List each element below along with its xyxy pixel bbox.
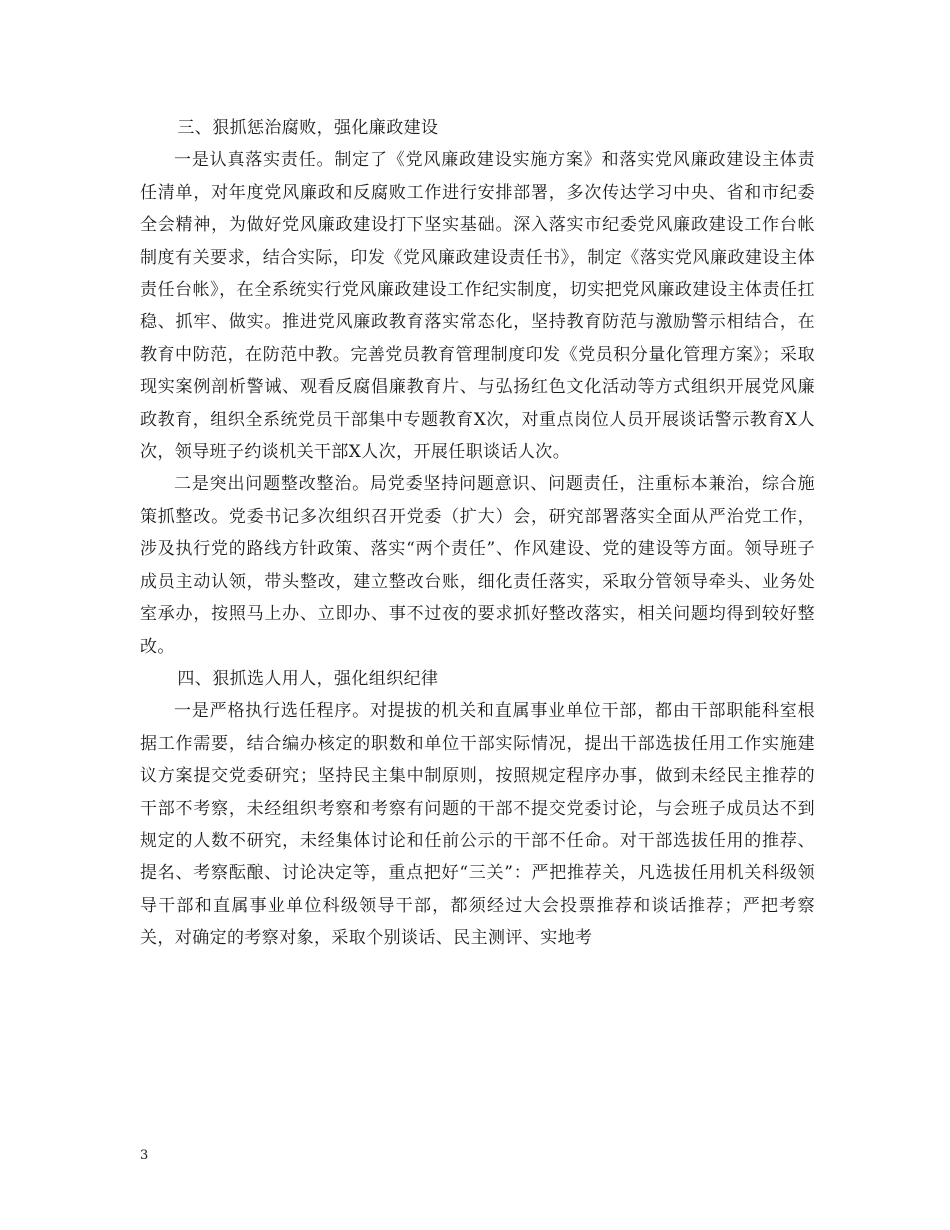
section-heading-4: 四、狠抓选人用人，强化组织纪律	[177, 668, 439, 689]
body-paragraph: 一是认真落实责任。制定了《党风廉政建设实施方案》和落实党风廉政建设主体责任清单，对年度党风廉政和反腐败工作进行安排部署，多次传达学习中央、省和市纪委全会精神，为做好党风廉政建设打下坚实基础。深入落实市纪委党风廉政建设工作台帐制度有关要求，结合实际，印发《党风廉政建设责任书》，制定《落实党风廉政建设主体责任台帐》，在全系统实行党风廉政建设工作纪实制度，切实把党风廉政建设主体责任扛稳、抓牢、做实。推进党风廉政教育落实常态化，坚持教育防范与激励警示相结合，在教育中防范，在防范中教。完善党员教育管理制度印发《党员积分量化管理方案》；采取现实案例剖析警诫、观看反腐倡廉教育片、与弘扬红色文化活动等方式组织开展党风廉政教育，组织全系统党员干部集中专题教育X次，对重点岗位人员开展谈话警示教育X人次，领导班子约谈机关干部X人次，开展任职谈话人次。	[140, 150, 815, 463]
document-body	[140, 112, 815, 955]
body-paragraph: 一是严格执行选任程序。对提拔的机关和直属事业单位干部，都由干部职能科室根据工作需要，结合编办核定的职数和单位干部实际情况，提出干部选拔任用工作实施建议方案提交党委研究；坚持民主集中制原则，按照规定程序办事，做到未经民主推荐的干部不考察，未经组织考察和考察有问题的干部不提交党委讨论，与会班子成员达不到规定的人数不研究，未经集体讨论和任前公示的干部不任命。对干部选拔任用的推荐、提名、考察酝酿、讨论决定等，重点把好“三关”：严把推荐关，凡选拔任用机关科级领导干部和直属事业单位科级领导干部，都须经过大会投票推荐和谈话推荐；严把考察关，对确定的考察对象，采取个别谈话、民主测评、实地考	[140, 701, 815, 949]
body-paragraph: 二是突出问题整改整治。局党委坚持问题意识、问题责任，注重标本兼治，综合施策抓整改。党委书记多次组织召开党委（扩大）会，研究部署落实全面从严治党工作，涉及执行党的路线方针政策、落实“两个责任”、作风建设、党的建设等方面。领导班子成员主动认领，带头整改，建立整改台账，细化责任落实，采取分管领导牵头、业务处室承办，按照马上办、立即办、事不过夜的要求抓好整改落实，相关问题均得到较好整改。	[140, 474, 815, 657]
page-number: 3	[140, 1148, 149, 1163]
section-heading-3: 三、狠抓惩治腐败，强化廉政建设	[177, 118, 439, 138]
